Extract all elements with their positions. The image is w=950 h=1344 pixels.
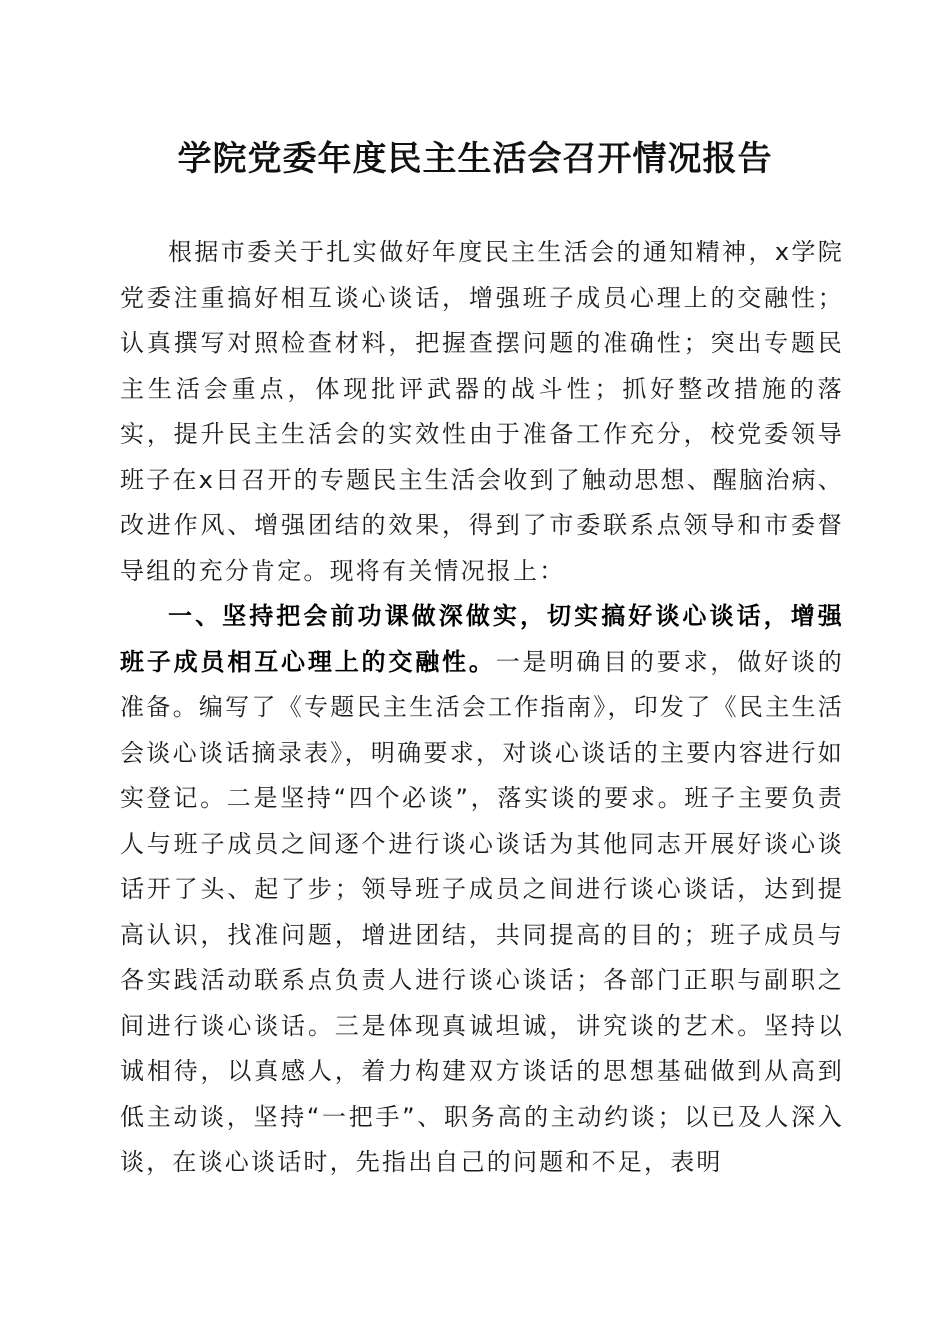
section-1-body: 一是明确目的要求，做好谈的准备。编写了《专题民主生活会工作指南》，印发了《民主生活会谈心谈话摘录表》，明确要求，对谈心谈话的主要内容进行如实登记。二是坚持“四个必谈”，落实谈的要求。班子主要负责人与班子成员之间逐个进行谈心谈话为其他同志开展好谈心谈话开了头、起了步；领导班子成员之间进行谈心谈话，达到提高认识，找准问题，增进团结，共同提高的目的；班子成员与各实践活动联系点负责人进行谈心谈话；各部门正职与副职之间进行谈心谈话。三是体现真诚坦诚，讲究谈的艺术。坚持以诚相待，以真感人，着力构建双方谈话的思想基础做到从高到低主动谈，坚持“一把手”、职务高的主动约谈；以已及人深入谈，在谈心谈话时，先指出自己的问题和不足，表明 (120, 647, 844, 1176)
document-body (120, 230, 844, 1186)
section-1-heading: 一、坚持把会前功课做深做实，切实搞好谈心谈话，增强班子成员相互心理上的交融性。 (120, 602, 844, 676)
document-title: 学院党委年度民主生活会召开情况报告 (177, 139, 773, 179)
paragraph-intro: 根据市委关于扎实做好年度民主生活会的通知精神，x学院党委注重搞好相互谈心谈话，增强班子成员心理上的交融性；认真撰写对照检查材料，把握查摆问题的准确性；突出专题民主生活会重点，体现批评武器的战斗性；抓好整改措施的落实，提升民主生活会的实效性由于准备工作充分，校党委领导班子在x日召开的专题民主生活会收到了触动思想、醒脑治病、改进作风、增强团结的效果，得到了市委联系点领导和市委督导组的充分肯定。现将有关情况报上： (120, 238, 844, 585)
paragraph-section-1 (120, 594, 844, 1186)
